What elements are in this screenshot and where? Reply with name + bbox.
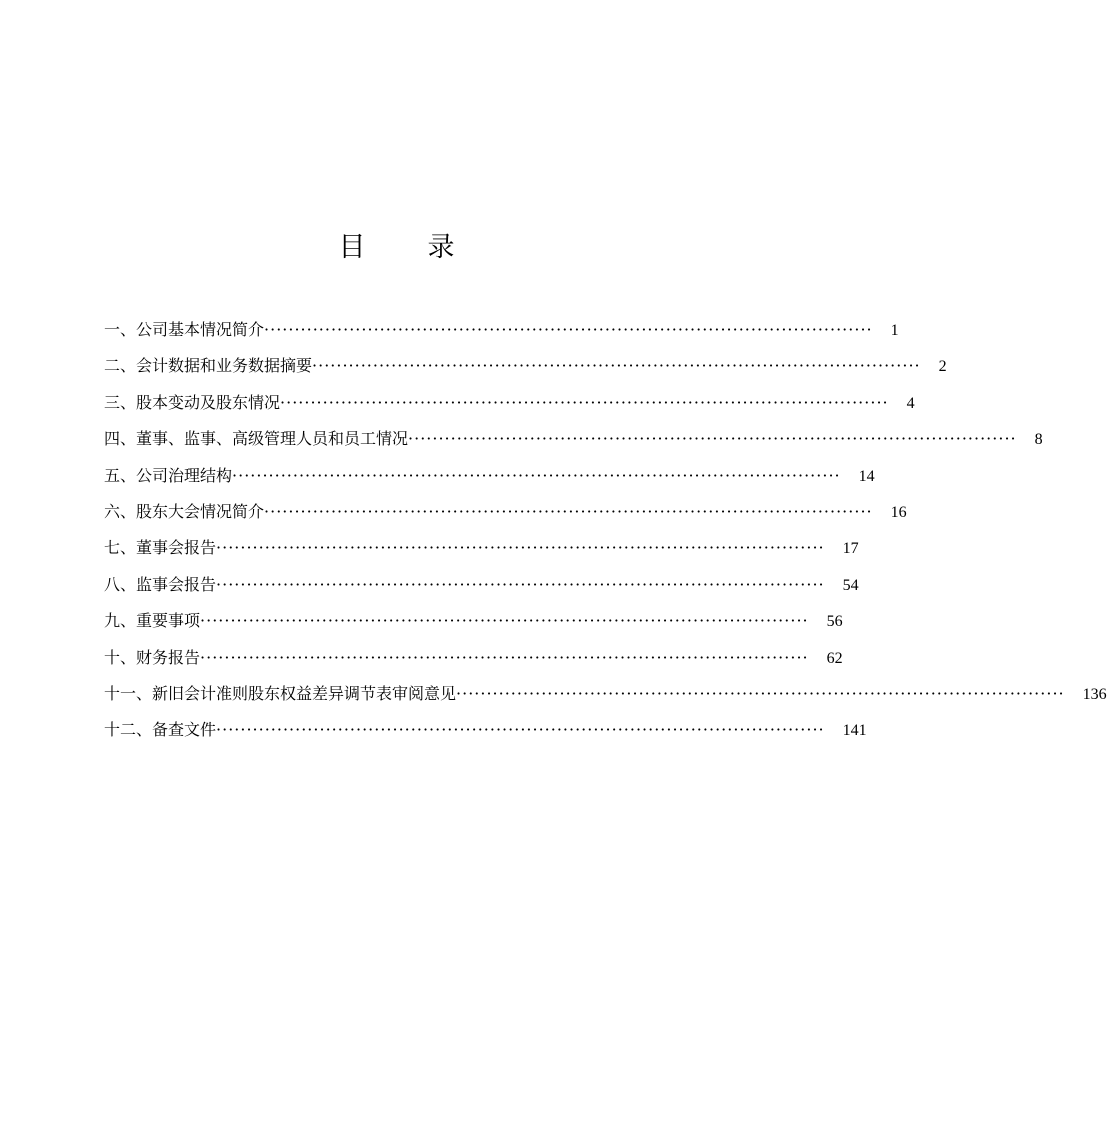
toc-leader-dots: ···································································································· xyxy=(216,720,825,740)
toc-entry[interactable] xyxy=(104,312,899,348)
toc-entry-label: 十二、备查文件 xyxy=(104,720,217,740)
toc-entry[interactable] xyxy=(104,676,1107,712)
toc-entry-label: 二、会计数据和业务数据摘要 xyxy=(104,356,313,376)
toc-entry-label: 八、监事会报告 xyxy=(104,574,217,594)
toc-entry-label: 七、董事会报告 xyxy=(104,538,217,558)
toc-entry[interactable] xyxy=(104,458,875,494)
toc-entry[interactable] xyxy=(104,348,947,384)
toc-entry[interactable] xyxy=(104,494,907,530)
toc-leader-dots: ···································································································· xyxy=(280,392,889,412)
toc-entry[interactable] xyxy=(104,567,859,603)
page-title xyxy=(0,228,793,268)
toc-entry-label: 五、公司治理结构 xyxy=(104,465,233,485)
toc-leader-dots: ···································································································· xyxy=(408,429,1017,449)
toc-entry[interactable] xyxy=(104,385,915,421)
toc-entry-page: 54 xyxy=(842,576,859,594)
toc-entry[interactable] xyxy=(104,640,843,676)
toc-entry-label: 十一、新旧会计准则股东权益差异调节表审阅意见 xyxy=(104,683,457,703)
toc-entry-page: 8 xyxy=(1034,431,1043,449)
toc-entry[interactable] xyxy=(104,530,859,566)
toc-entry-page: 17 xyxy=(842,540,859,558)
toc-entry-page: 141 xyxy=(842,722,867,740)
toc-leader-dots: ···································································································· xyxy=(456,683,1065,703)
toc-entry-label: 十、财务报告 xyxy=(104,647,201,667)
toc-entry-label: 三、股本变动及股东情况 xyxy=(104,392,281,412)
toc-entry-page: 62 xyxy=(826,649,843,667)
title-char-2: 录 xyxy=(427,232,455,263)
toc-entry-page: 2 xyxy=(938,358,947,376)
toc-entry-label: 四、董事、监事、高级管理人员和员工情况 xyxy=(104,429,409,449)
toc-entry[interactable] xyxy=(104,603,843,639)
toc-leader-dots: ···································································································· xyxy=(200,647,809,667)
toc-entry-label: 九、重要事项 xyxy=(104,611,201,631)
toc-leader-dots: ···································································································· xyxy=(264,501,873,521)
toc-entry-page: 4 xyxy=(906,394,915,412)
toc-entry-label: 一、公司基本情况简介 xyxy=(104,320,265,339)
toc-entry-page: 14 xyxy=(858,467,875,485)
toc-leader-dots: ···································································································· xyxy=(216,574,825,594)
toc-entry-page: 136 xyxy=(1082,685,1107,703)
title-char-1: 目 xyxy=(338,232,366,263)
toc-entry-page: 56 xyxy=(826,613,843,631)
toc-entry[interactable] xyxy=(104,712,867,748)
table-of-contents xyxy=(104,312,1107,749)
toc-leader-dots: ···································································································· xyxy=(216,538,825,558)
toc-leader-dots: ···································································································· xyxy=(264,320,873,339)
toc-entry-page: 16 xyxy=(890,503,907,521)
toc-entry[interactable] xyxy=(104,421,1043,457)
toc-entry-page: 1 xyxy=(890,322,899,339)
toc-leader-dots: ···································································································· xyxy=(312,356,921,376)
toc-entry-label: 六、股东大会情况简介 xyxy=(104,501,265,521)
toc-leader-dots: ···································································································· xyxy=(232,465,841,485)
toc-leader-dots: ···································································································· xyxy=(200,611,809,631)
